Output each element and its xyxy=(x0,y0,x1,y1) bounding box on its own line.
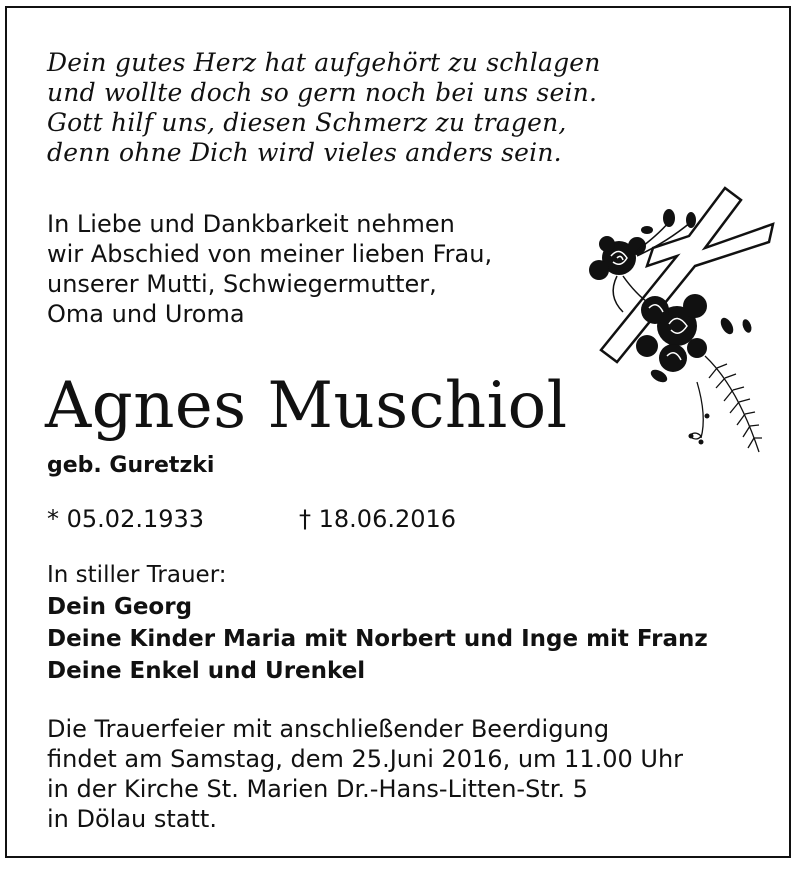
mourners xyxy=(47,559,708,687)
service-line: in Dölau statt. xyxy=(47,805,217,833)
intro-line: unserer Mutti, Schwiegermutter, xyxy=(47,270,437,298)
poem-line: Gott hilf uns, diesen Schmerz zu tragen, xyxy=(47,108,567,137)
service-line: findet am Samstag, dem 25.Juni 2016, um 11.00 Uhr xyxy=(47,745,684,773)
poem-line: Dein gutes Herz hat aufgehört zu schlagen xyxy=(47,48,601,77)
intro-text xyxy=(47,209,492,329)
cross-with-roses-icon xyxy=(577,186,787,456)
mourners-heading: In stiller Trauer: xyxy=(47,562,227,588)
service-line: Die Trauerfeier mit anschließender Beerdigung xyxy=(47,715,610,743)
intro-line: Oma und Uroma xyxy=(47,300,245,328)
death-date: † 18.06.2016 xyxy=(299,505,457,533)
poem-line: denn ohne Dich wird vieles anders sein. xyxy=(47,138,562,167)
birth-date: * 05.02.1933 xyxy=(47,505,205,533)
poem-line: und wollte doch so gern noch bei uns sein. xyxy=(47,78,598,107)
mourner-line: Deine Enkel und Urenkel xyxy=(47,658,366,684)
poem xyxy=(47,48,601,168)
maiden-name: geb. Guretzki xyxy=(47,453,215,478)
obituary-frame xyxy=(5,6,791,858)
mourner-line: Dein Georg xyxy=(47,594,193,620)
service-info xyxy=(47,714,683,834)
intro-line: In Liebe und Dankbarkeit nehmen xyxy=(47,210,455,238)
intro-line: wir Abschied von meiner lieben Frau, xyxy=(47,240,493,268)
deceased-name: Agnes Muschiol xyxy=(45,369,568,443)
mourner-line: Deine Kinder Maria mit Norbert und Inge mit Franz xyxy=(47,626,708,652)
service-line: in der Kirche St. Marien Dr.-Hans-Litten-Str. 5 xyxy=(47,775,588,803)
